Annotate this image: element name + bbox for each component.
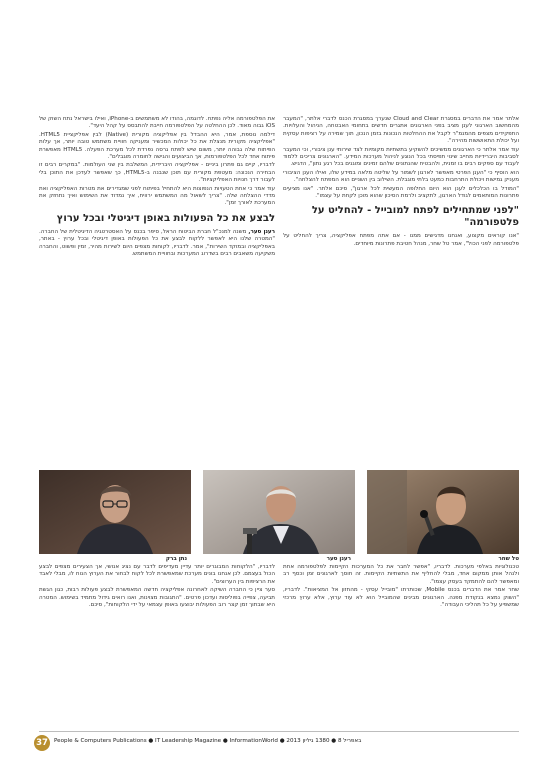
paragraph: שחר אמר את הדברים בכנס Mobile, שכותרתו "מובייל עסקי - מהחזון אל המציאות". לדבריו, "השוק נמצא בנקודת מפנה. הארגונים מבינים שהמובייל הוא לא עוד ערוץ, אלא ערוץ מרכזי שמשפיע על כל תהליכי העבודה". [283,587,519,609]
headline-lead: "אנו קוראים מקצוע, ואנחנו מדגישים ממנו - אם אתה מפתח אפליקציה, צריך להחליט על פלטפורמה לפני הכול", אמר טל שחר, מנהל חטיבת פתרונות מיוחדים. [283,233,519,247]
article-column-left-bottom [39,564,275,748]
paragraph: סער ציין כי החברה השיקה לאחרונה אפליקציה חדשה המאפשרת לבצע פעולות רבות, כגון הגשת תביעה, צפייה בפוליסות ועדכון פרטים. "התגובות מצוינות, ואנו רואים גידול מתמיד בשימוש. המטרה היא שבתוך זמן קצר רוב הפעולות יבוצעו באופן עצמאי על ידי הלקוחות", סיכם. [39,587,275,609]
page-footer [34,735,524,751]
article-column-right-top [283,116,519,404]
headline-lead [39,229,275,259]
paragraph: אלתר אמר את הדברים במסגרת Cloud and Clear שנערך במסגרת הכנס לדברי אלתר, "המעבר מהמחשוב הארגוני לענן מציב בפני הארגונים אתגרים חדשים בתחומי האבטחה, הניהול והעלויות. התפקידים מצפים מהמנמ"ר לקבל את ההחלטות הנכונות בזמן הנכון, תוך שמירה על רציפות עסקית ועל יכולת התאוששות מהירה". [283,116,519,145]
paragraph: עוד אמר אלתר כי הארגונים ממשיכים להשקיע בתשתיות מקומיות לצד שירותי ענן ציבורי, וכי המעבר לסביבות היברידיות מחייב שינוי תפיסתי בכל הנוגע לניהול מערכות המידע. "הארגונים צריכים ללמוד לעבוד עם ספקים רבים בו זמנית, ולהבטיח שהנתונים שלהם זמינים ומוגנים בכל רגע נתון", הדגיש. [283,146,519,168]
article-column-right-bottom [283,564,519,748]
photo-caption: טל שחר [498,556,519,562]
paragraph: את הפלטפורמה אליה נפתח. לדוגמה, בהודו לא משתמשים ב-iPhone, ואילו בישראל נתח השוק של iOS גבוה מאוד. לכן ההחלטה על הפלטפורמה חייבת להתבסס על קהל היעד". [39,116,275,130]
lead-text: משנה למנכ"ל חברת הביטוח הראל, סיפר בכנס על האסטרטגיה הדיגיטלית של החברה. "המטרה שלנו היא לאפשר ללקוח לבצע את כל הפעולות באופן דיגיטלי ובכל ערוץ - באתר, באפליקציה ובמוקד השירות", אמר. לדבריו, לקוחות מצפים היום לשירות מהיר, זמין ופשוט, והחברה משקיעה משאבים רבים בשדרוג המערכות ובחוויית המשתמש. [39,228,275,258]
photo-raanan-saar [203,470,355,554]
paragraph: לדבריו, קיים גם פתרון ביניים - אפליקציה היברידית, המשלבת בין שני העולמות. "במקרים רבים זו הבחירה הנכונה: מעטפת מקורית עם תוכן שנבנה ב-HTML5, כך שאפשר לעדכן את התוכן בלי לעבור דרך חנויות האפליקציות". [39,162,275,184]
photo-tal-shahar [367,470,519,554]
article-column-left-top [39,116,275,412]
section-headline-mobile: "לפני שמתחילים לפתח למובייל - להחליט על פלטפורמה" [311,205,519,229]
photo-caption: נתן ברק [165,556,187,562]
paragraph: הוא הוסיף כי "הענן הפרטי מאפשר לארגון לשמור על שליטה מלאה במידע שלו, ואילו הענן הציבורי מעניק גמישות ויכולת התרחבות כמעט בלתי מוגבלת. השילוב בין השניים הוא המפתח להצלחה". [283,169,519,184]
page-number: 37 [34,735,50,751]
lead-name: רענן סער, [248,228,275,235]
section-headline-digital: לבצע את כל הפעולות באופן דיגיטלי ובכל ערוץ [56,212,275,224]
paragraph: לדבריו, "הלקוחות המבוגרים יותר עדיין מעדיפים לדבר עם נציג אנושי, אך הצעירים מצפים לבצע הכול בעצמם. לכן אנחנו בונים מערכת שמאפשרת לכל לקוח לבחור את הערוץ הנוח לו, מבלי לאבד את הרציפות בין הערוצים". [39,564,275,585]
footer-divider [39,731,519,732]
photo-natan-barak [39,470,191,554]
photo-strip [39,470,519,554]
footer-publications: People & Computers Publications ● IT Leadership Magazine ● InformationWorld ● 2013 באפריל 8 ● 1380 גיליון [54,738,362,744]
photo-caption: רענן סער [326,556,351,562]
paragraph: דילמה נוספת, אמר, היא ההבדל בין אפליקציה מקורית (Native) לבין אפליקציית HTML5. "אפליקציה מקורית מנצלת את כל יכולות המכשיר ומעניקה חוויית משתמש טובה יותר, אך עלות הפיתוח שלה גבוהה יותר, משום שיש לפתח גרסה נפרדת לכל מערכת הפעלה. HTML5 מאפשרת פיתוח אחד לכל הפלטפורמות, אך הביצועים והגישה לחומרה מוגבלים". [39,131,275,161]
paragraph: "המודל בו הכלכלים לענן הוא היום החלופה המעשית לכל ארגון", סיכם אלתר. "אנו מציעים פתרונות המותאמים לגודל הארגון, לתקציב ולרמת הסיכון שהוא מוכן לקחת על עצמו". [283,185,519,200]
paragraph: עוד אמר כי אחת הטעויות הנפוצות היא להתחיל בפיתוח לפני שמגדירים את מטרות האפליקציה ואת מדדי ההצלחה שלה. "צריך לשאול מה המשתמש ירוויח, איך נמדוד את השימוש ואיך נתחזק את המערכת לאורך זמן". [39,185,275,207]
paragraph: טכנולוגיות באלפי מערכות. לדבריו, "אפשר לחבר את כל המערכות הקיימות לפלטפורמה אחת ולנהל אותן ממקום אחד, מבלי להחליף את התשתיות הקיימות. זה חוסך לארגונים זמן וכסף רב ומאפשר להם להתמקד בעסק עצמו". [283,564,519,585]
